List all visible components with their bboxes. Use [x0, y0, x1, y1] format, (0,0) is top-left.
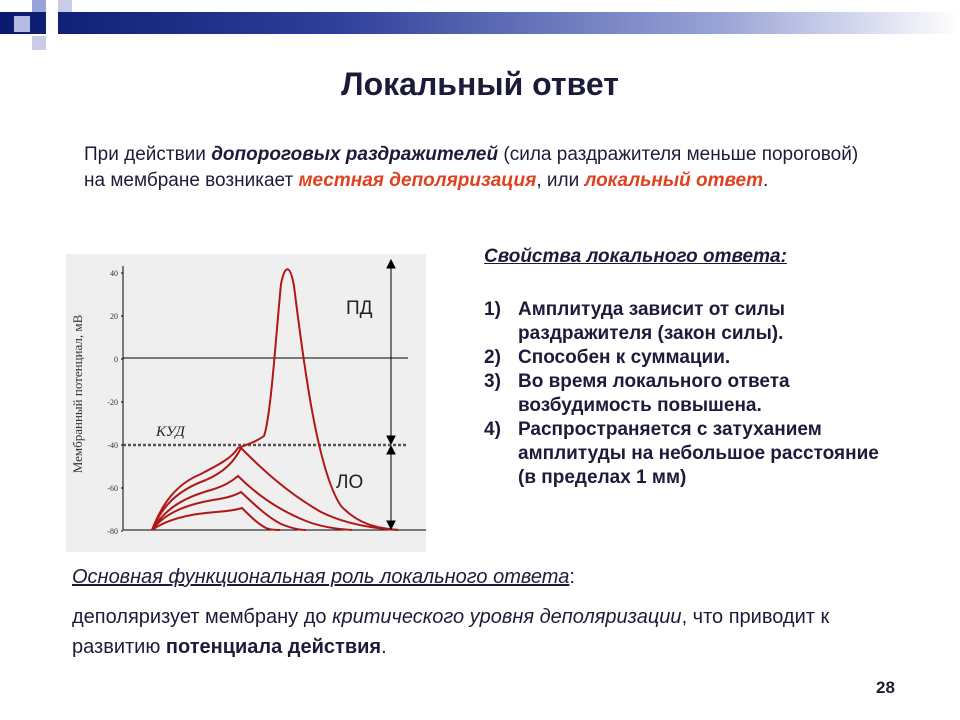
- arrow-head: [387, 521, 395, 529]
- property-number: 2): [484, 347, 501, 368]
- decor-square: [14, 16, 30, 32]
- threshold-label: КУД: [156, 424, 185, 440]
- page-number: 28: [876, 678, 895, 697]
- properties-list: [484, 298, 894, 490]
- y-tick-label: 20: [110, 312, 118, 321]
- decor-square: [32, 36, 46, 50]
- intro-highlight: местная деполяризация: [298, 170, 537, 191]
- property-number: 1): [484, 299, 501, 320]
- intro-text: .: [763, 170, 769, 191]
- arrow-head: [387, 260, 395, 268]
- role-text: деполяризует мембрану до: [72, 606, 333, 628]
- arrow-head: [387, 436, 395, 444]
- intro-text: При действии: [84, 144, 212, 165]
- property-item: [484, 370, 894, 418]
- intro-highlight: локальный ответ: [584, 170, 763, 191]
- property-text: Во время локального ответа возбудимость повышена.: [518, 371, 790, 416]
- role-strong: потенциала действия: [165, 636, 382, 658]
- decor-square: [46, 12, 58, 34]
- y-tick-label: -60: [107, 484, 118, 493]
- decor-square: [32, 0, 46, 12]
- y-tick-label: -80: [107, 527, 118, 536]
- amplitude-arrows: [387, 260, 395, 529]
- property-item: [484, 346, 894, 370]
- property-text: Амплитуда зависит от силы раздражителя (закон силы).: [518, 299, 785, 344]
- role-text: , что приводит к развитию: [72, 606, 830, 658]
- lo-label: ЛО: [336, 472, 364, 493]
- decor-square: [58, 0, 72, 12]
- properties-title: Свойства локального ответа:: [484, 246, 787, 267]
- local-response-curve: [152, 508, 280, 530]
- pd-label: ПД: [346, 298, 373, 319]
- intro-emphasis: допороговых раздражителей: [211, 144, 499, 165]
- property-item: [484, 298, 894, 346]
- role-heading: [72, 566, 575, 589]
- y-tick-label: -40: [107, 441, 118, 450]
- slide-title: Локальный ответ: [341, 66, 619, 102]
- potential-diagram: [66, 254, 426, 552]
- role-paragraph: [72, 602, 912, 662]
- property-item: [484, 418, 894, 490]
- property-text: Распространяется с затуханием амплитуды на небольшое расстояние (в пределах 1 мм): [518, 419, 879, 488]
- arrow-head: [387, 446, 395, 454]
- y-tick-labels: [107, 269, 118, 536]
- intro-text: , или: [536, 170, 585, 191]
- y-tick-label: 40: [110, 269, 118, 278]
- y-tick-label: 0: [114, 355, 118, 364]
- role-heading-colon: :: [569, 566, 575, 588]
- potential-diagram-svg: [66, 254, 426, 552]
- property-number: 3): [484, 371, 501, 392]
- property-number: 4): [484, 419, 501, 440]
- role-text: .: [381, 636, 387, 658]
- y-axis-label: Мембранный потенциал, мВ: [70, 314, 85, 474]
- intro-text: (сила раздражителя меньше пороговой) на мембране возникает: [84, 144, 859, 191]
- role-emphasis: критического уровня деполяризации: [332, 606, 682, 628]
- role-heading-text: Основная функциональная роль локального ответа: [72, 566, 570, 588]
- y-tick-label: -20: [107, 398, 118, 407]
- header-bar: [0, 12, 960, 34]
- property-text: Способен к суммации.: [518, 347, 731, 368]
- intro-paragraph: [84, 142, 884, 194]
